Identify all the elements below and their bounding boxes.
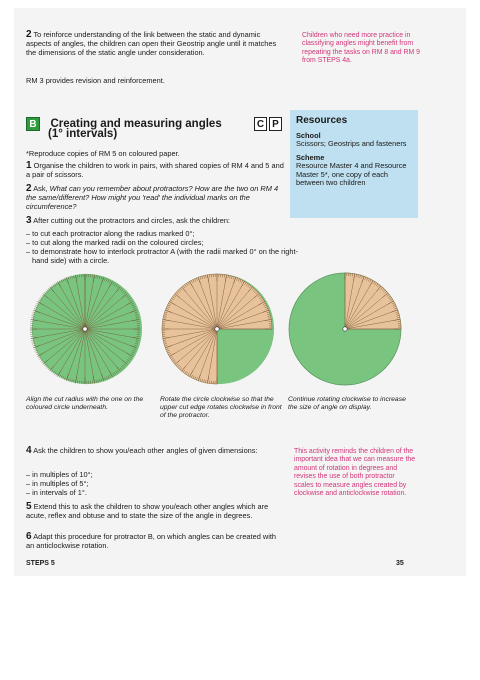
step-1-text: Organise the children to work in pairs, with shared copies of RM 4 and 5 and a pair of scissors. bbox=[26, 161, 284, 179]
step-5-text: Extend this to ask the children to show you/each other angles which are acute, reflex and obtuse and to state the size of the angle in degrees. bbox=[26, 502, 269, 520]
step-number: 2 bbox=[26, 29, 32, 40]
box-c: C bbox=[254, 117, 267, 131]
step-3 bbox=[26, 216, 386, 225]
protractor-disc bbox=[343, 273, 401, 331]
step-4-number: 4 bbox=[26, 445, 32, 456]
step-6 bbox=[26, 532, 284, 550]
protractor-figure-2 bbox=[158, 270, 276, 388]
page bbox=[14, 8, 466, 576]
footer-left: STEPS 5 bbox=[26, 560, 55, 567]
section-badge: B bbox=[26, 117, 40, 131]
side-note-bottom: This activity reminds the children of the important idea that we can measure the amount of rotation in degrees and revises the use of both protractor scales to measure angles created by clockwise and anticlockwise rotation. bbox=[294, 448, 416, 498]
caption-2: Rotate the circle clockwise so that the upper cut edge rotates clockwise in front of the protractor. bbox=[160, 396, 282, 420]
step-2-number: 2 bbox=[26, 183, 32, 194]
resources-scheme-label: Scheme bbox=[296, 152, 325, 162]
step-2-text: What can you remember about protractors? How are the two on RM 4 the same/different? How might you 'read' the individual marks on the circumference? bbox=[26, 184, 279, 211]
resources-scheme-text: Resource Master 4 and Resource Master 5*, one copy of each between two children bbox=[296, 160, 407, 188]
list-item: – to cut each protractor along the radius marked 0°; bbox=[26, 229, 195, 238]
resources-title: Resources bbox=[296, 115, 348, 126]
step-4-text: Ask the children to show you/each other angles of given dimensions: bbox=[33, 446, 258, 455]
intro-text: To reinforce understanding of the link between the static and dynamic aspects of angles, the children can open their Geostrip angle until it matches the dimensions of the static angle under consideration. bbox=[26, 30, 277, 57]
section-boxes bbox=[252, 114, 282, 132]
protractor-figure-3 bbox=[286, 270, 404, 388]
page-number: 35 bbox=[396, 560, 404, 567]
side-note-top: Children who need more practice in classifying angles might benefit from repeating the tasks on RM 8 and RM 9 from STEPS 4a. bbox=[302, 32, 420, 65]
step-3-text: After cutting out the protractors and circles, ask the children: bbox=[33, 216, 230, 225]
section-title: Creating and measuring angles bbox=[50, 118, 222, 130]
step-6-text: Adapt this procedure for protractor B, on which angles can be created with an anticlockwise rotation. bbox=[26, 532, 277, 550]
protractor-figure-1 bbox=[26, 270, 144, 388]
list-item: – to cut along the marked radii on the coloured circles; bbox=[26, 238, 204, 247]
list-item: – to demonstrate how to interlock protractor A (with the radii marked 0° on the right-hand side) with a circle. bbox=[26, 247, 299, 265]
step-4-list bbox=[26, 470, 284, 497]
intro-paragraph bbox=[26, 30, 284, 57]
step-2 bbox=[26, 184, 284, 211]
step-3-list bbox=[26, 229, 306, 265]
step-1-number: 1 bbox=[26, 160, 32, 171]
resources-box bbox=[290, 110, 418, 218]
list-item: – in multiples of 5°; bbox=[26, 479, 89, 488]
step-5 bbox=[26, 502, 284, 520]
step-5-number: 5 bbox=[26, 501, 32, 512]
step-1 bbox=[26, 161, 284, 179]
step-4 bbox=[26, 446, 284, 455]
step-3-number: 3 bbox=[26, 215, 32, 226]
rm3-note: RM 3 provides revision and reinforcement. bbox=[26, 76, 165, 85]
caption-3: Continue rotating clockwise to increase the size of angle on display. bbox=[288, 396, 406, 412]
step-6-number: 6 bbox=[26, 531, 32, 542]
resources-school-label: School bbox=[296, 131, 321, 140]
step-2-pre: Ask, bbox=[33, 184, 48, 193]
caption-1: Align the cut radius with the one on the coloured circle underneath. bbox=[26, 396, 144, 412]
list-item: – in intervals of 1°. bbox=[26, 488, 87, 497]
list-item: – in multiples of 10°; bbox=[26, 470, 93, 479]
reproduce-note: *Reproduce copies of RM 5 on coloured paper. bbox=[26, 149, 180, 158]
resources-school-text: Scissors; Geostrips and fasteners bbox=[296, 139, 407, 148]
box-p: P bbox=[269, 117, 282, 131]
section-subtitle: (1° intervals) bbox=[48, 128, 118, 140]
